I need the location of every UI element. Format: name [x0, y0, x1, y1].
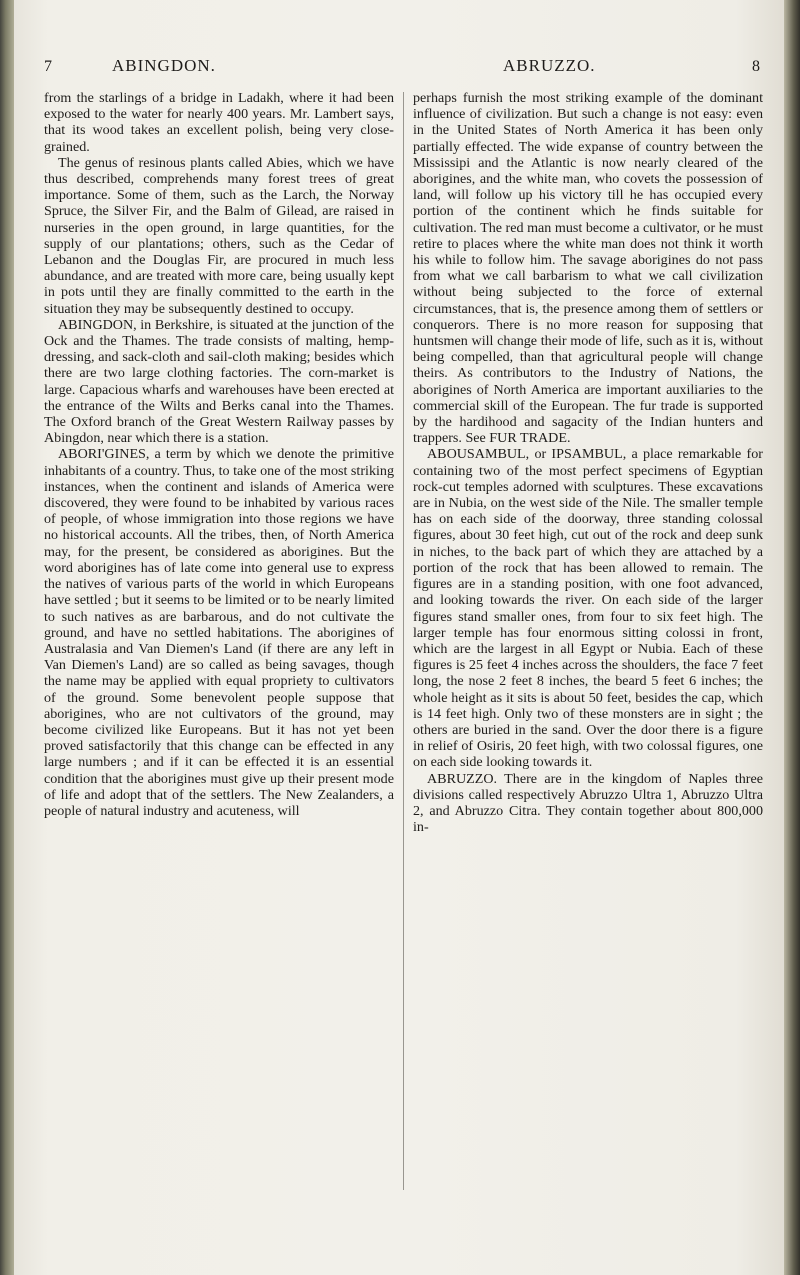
paragraph-abousambul: ABOUSAMBUL, or IPSAMBUL, a place remarkable for containing two of the most perfect specimens of Egyptian rock-cut temples adorned with sculptures. These excavations are in Nubia, on the west side of the Nile. The smaller temple has on each side of the doorway, three standing colossal figures, about 30 feet high, cut out of the rock and deep sunk in niches, to the back part of which they are attached by a portion of the rock that has been allowed to remain. The figures are in a standing position, with one foot advanced, and looking towards the river. On each side of the larger figures stand smaller ones, from four to six feet high. The larger temple has four enormous sitting colossi in front, which are the largest in all Egypt or Nubia. Each of these figures is 25 feet 4 inches across the shoulders, the face 7 feet long, the nose 2 feet 8 inches, the beard 5 feet 6 inches; the whole height as it sits is about 50 feet, besides the cap, which is 14 feet high. Only two of these monsters are in sight ; the others are buried in the sand. Over the door there is a figure in relief of Osiris, 20 feet high, with two colossal figures, one on each side looking towards it.: [413, 446, 763, 771]
binding-shadow-right: [784, 0, 800, 1275]
left-column: [44, 90, 394, 819]
left-running-head: ABINGDON.: [112, 56, 216, 75]
paragraph-civilization: perhaps furnish the most striking example of the dominant influence of civilization. But such a change is not easy: even in the United States of North America it has been only partially effected. The wide expanse of country between the Mississipi and the Atlantic is now nearly cleared of the aborigines, and the white man, who covets the possession of land, will follow up his victory till he has occupied every portion of the continent which he finds suitable for cultivation. The red man must become a cultivator, or he must retire to places where the white man does not think it worth his while to follow him. The savage aborigines do not pass from what we call barbarism to what we call civilization without being subjected to the force of external circumstances, that is, the presence among them of settlers or conquerors. There is no more reason for supposing that huntsmen will change their mode of life, such as it is, without being compelled, than that agricultural people will change theirs. As contributors to the Industry of Nations, the aborigines of North America are important auxiliaries to the commercial skill of the European. The fur trade is supported by the hardihood and sagacity of the Indian hunters and trappers. See FUR TRADE.: [413, 90, 763, 447]
right-running-head: ABRUZZO.: [503, 56, 596, 75]
paragraph-abies: The genus of resinous plants called Abies, which we have thus described, comprehends many forest trees of great importance. Some of them, such as the Larch, the Norway Spruce, the Silver Fir, and the Balm of Gilead, are raised in nurseries in the open ground, in large quantities, for the supply of our plantations; others, such as the Cedar of Lebanon and the Douglas Fir, are procured in much less abundance, and are treated with more care, being usually kept in pots until they are finally committed to the earth in the situation they may be subsequently destined to occupy.: [44, 154, 394, 317]
binding-shadow-left: [0, 0, 14, 1275]
paragraph-abruzzo: ABRUZZO. There are in the kingdom of Naples three divisions called respectively Abruzzo Ultra 1, Abruzzo Ultra 2, and Abruzzo Citra. They contain together about 800,000 in-: [413, 770, 763, 836]
paragraph-ladakh: from the starlings of a bridge in Ladakh, where it had been exposed to the water for nearly 400 years. Mr. Lambert says, that its wood takes an excellent polish, being very close-grained.: [44, 90, 394, 155]
paragraph-abingdon: ABINGDON, in Berkshire, is situated at the junction of the Ock and the Thames. The trade consists of malting, hemp-dressing, and sack-cloth and sail-cloth making; besides which there are two large clothing factories. The corn-market is large. Capacious wharfs and warehouses have been erected at the entrance of the Wilts and Berks canal into the Thames. The Oxford branch of the Great Western Railway passes by Abingdon, near which there is a station.: [44, 316, 394, 447]
column-divider: [403, 92, 404, 1190]
paragraph-aborigines: ABORI'GINES, a term by which we denote the primitive inhabitants of a country. Thus, to take one of the most striking instances, when the continent and islands of America were discovered, they were found to be inhabited by various races of people, of whose immigration into those regions we have no historical accounts. All the tribes, then, of North America may, for the present, be considered as aborigines. But the word aborigines has of late come into general use to express the natives of various parts of the world in which Europeans have settled ; but it seems to be limited or to be nearly limited to such natives as are barbarous, and do not cultivate the ground, and have no settled habitations. The aborigines of Australasia and Van Diemen's Land (if there are any left in Van Diemen's Land) are so called as being savages, though the name may be applied with equal propriety to cultivators of the ground. Some benevolent people suppose that aborigines, who are not cultivators of the ground, may become civilized like Europeans. But it has not yet been proved satisfactorily that this change can be effected in any large numbers ; and if it can be effected it is an essential condition that the aborigines must give up their present mode of life and adopt that of the settlers. The New Zealanders, a people of natural industry and acuteness, will: [44, 446, 394, 819]
right-page-number: 8: [752, 58, 760, 75]
left-page-number: 7: [44, 58, 52, 75]
right-column: [413, 90, 763, 835]
